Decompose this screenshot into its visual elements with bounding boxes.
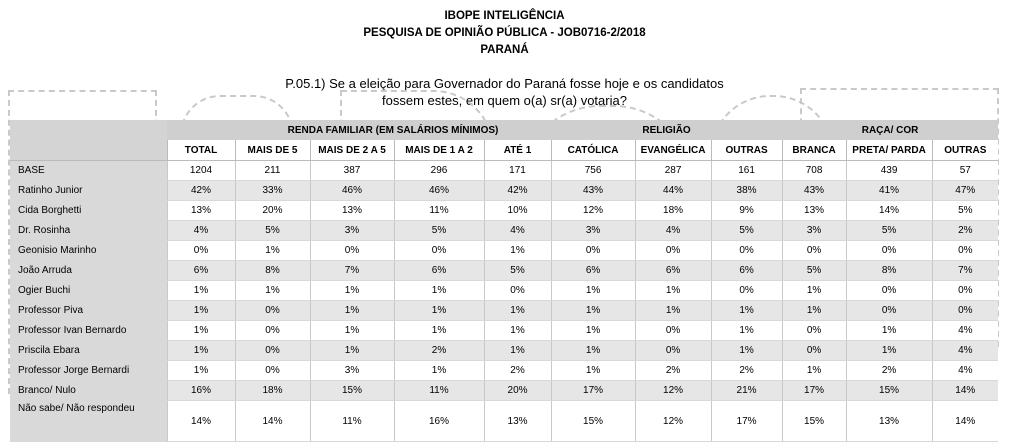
table-cell: 13% [484, 401, 551, 442]
table-cell: 0% [635, 341, 711, 361]
table-cell: 1% [484, 341, 551, 361]
table-cell: 4% [484, 221, 551, 241]
table-cell: 21% [711, 381, 782, 401]
table-cell: 42% [167, 181, 235, 201]
table-cell: 42% [484, 181, 551, 201]
table-cell: 0% [846, 281, 932, 301]
table-cell: 7% [932, 261, 998, 281]
table-cell: 1% [782, 361, 846, 381]
table-cell: 387 [310, 161, 394, 181]
table-cell: 7% [310, 261, 394, 281]
table-cell: 1% [484, 241, 551, 261]
col-header-ate-1: ATÉ 1 [484, 140, 551, 161]
table-cell: 16% [394, 401, 484, 442]
table-cell: 1% [711, 301, 782, 321]
table-cell: 1% [235, 281, 310, 301]
table-cell: 38% [711, 181, 782, 201]
row-label: Branco/ Nulo [10, 381, 167, 401]
table-cell: 6% [167, 261, 235, 281]
table-cell: 0% [782, 321, 846, 341]
table-cell: 3% [310, 361, 394, 381]
table-cell: 13% [846, 401, 932, 442]
col-header-catolica: CATÓLICA [551, 140, 635, 161]
row-label: Ratinho Junior [10, 181, 167, 201]
table-cell: 5% [484, 261, 551, 281]
table-cell: 4% [932, 321, 998, 341]
table-row [10, 361, 998, 381]
table-cell: 1% [310, 281, 394, 301]
col-header-mais-de-5: MAIS DE 5 [235, 140, 310, 161]
group-total-blank [167, 120, 235, 140]
table-cell: 47% [932, 181, 998, 201]
table-cell: 2% [846, 361, 932, 381]
table-row [10, 161, 998, 181]
table-cell: 3% [782, 221, 846, 241]
table-cell: 1% [846, 321, 932, 341]
report-survey-title: PESQUISA DE OPINIÃO PÚBLICA - JOB0716-2/2018 [363, 27, 646, 39]
table-cell: 1% [782, 281, 846, 301]
table-cell: 1% [167, 341, 235, 361]
row-label: BASE [10, 161, 167, 181]
row-label: Professor Jorge Bernardi [10, 361, 167, 381]
table-cell: 12% [635, 381, 711, 401]
table-cell: 4% [635, 221, 711, 241]
col-header-evangelica: EVANGÉLICA [635, 140, 711, 161]
row-label: Professor Piva [10, 301, 167, 321]
table-cell: 0% [782, 241, 846, 261]
table-cell: 756 [551, 161, 635, 181]
table-cell: 1% [310, 321, 394, 341]
table-cell: 11% [394, 381, 484, 401]
table-cell: 4% [167, 221, 235, 241]
table-row [10, 321, 998, 341]
results-table [10, 120, 998, 442]
table-cell: 8% [846, 261, 932, 281]
table-cell: 44% [635, 181, 711, 201]
table-cell: 13% [782, 201, 846, 221]
table-cell: 1% [310, 301, 394, 321]
table-cell: 15% [310, 381, 394, 401]
group-header-row [10, 120, 998, 140]
table-row [10, 301, 998, 321]
table-cell: 1% [167, 321, 235, 341]
table-cell: 15% [782, 401, 846, 442]
table-row [10, 181, 998, 201]
col-header-preta-parda: PRETA/ PARDA [846, 140, 932, 161]
table-row [10, 341, 998, 361]
table-cell: 10% [484, 201, 551, 221]
table-cell: 2% [484, 361, 551, 381]
corner-cell [10, 140, 167, 161]
table-cell: 2% [635, 361, 711, 381]
table-cell: 1% [394, 321, 484, 341]
table-cell: 0% [635, 241, 711, 261]
table-cell: 287 [635, 161, 711, 181]
column-header-row [10, 140, 998, 161]
table-cell: 5% [782, 261, 846, 281]
table-cell: 0% [711, 281, 782, 301]
question-line-1: P.05.1) Se a eleição para Governador do Paraná fosse hoje e os candidatos [285, 76, 724, 91]
table-cell: 0% [235, 321, 310, 341]
table-cell: 15% [551, 401, 635, 442]
table-cell: 1% [167, 301, 235, 321]
row-label: João Arruda [10, 261, 167, 281]
table-cell: 0% [167, 241, 235, 261]
table-cell: 1% [235, 241, 310, 261]
table-cell: 18% [235, 381, 310, 401]
table-cell: 5% [394, 221, 484, 241]
table-cell: 0% [394, 241, 484, 261]
table-cell: 12% [551, 201, 635, 221]
table-cell: 13% [167, 201, 235, 221]
table-cell: 5% [846, 221, 932, 241]
table-cell: 3% [310, 221, 394, 241]
table-cell: 1% [167, 361, 235, 381]
table-row [10, 241, 998, 261]
table-cell: 5% [932, 201, 998, 221]
table-cell: 3% [551, 221, 635, 241]
table-cell: 439 [846, 161, 932, 181]
question-line-2: fossem estes, em quem o(a) sr(a) votaria? [382, 93, 627, 108]
row-label: Geonisio Marinho [10, 241, 167, 261]
table-cell: 2% [394, 341, 484, 361]
table-cell: 1% [394, 361, 484, 381]
table-cell: 1% [635, 281, 711, 301]
table-cell: 2% [932, 221, 998, 241]
table-cell: 17% [711, 401, 782, 442]
table-cell: 0% [551, 241, 635, 261]
table-cell: 1% [551, 341, 635, 361]
table-cell: 1% [551, 321, 635, 341]
group-raca: RAÇA/ COR [782, 120, 998, 140]
table-cell: 0% [310, 241, 394, 261]
table-row [10, 201, 998, 221]
col-header-outras-raca: OUTRAS [932, 140, 998, 161]
table-cell: 14% [167, 401, 235, 442]
row-label: Priscila Ebara [10, 341, 167, 361]
table-cell: 0% [932, 241, 998, 261]
table-cell: 1% [167, 281, 235, 301]
col-header-branca: BRANCA [782, 140, 846, 161]
table-cell: 708 [782, 161, 846, 181]
table-cell: 1% [711, 341, 782, 361]
table-cell: 2% [711, 361, 782, 381]
group-renda: RENDA FAMILIAR (EM SALÁRIOS MÍNIMOS) [235, 120, 551, 140]
table-cell: 1% [310, 341, 394, 361]
table-row [10, 381, 998, 401]
table-cell: 5% [711, 221, 782, 241]
col-header-mais-de-1-a-2: MAIS DE 1 A 2 [394, 140, 484, 161]
table-cell: 57 [932, 161, 998, 181]
table-cell: 46% [310, 181, 394, 201]
table-cell: 43% [782, 181, 846, 201]
table-cell: 43% [551, 181, 635, 201]
row-label: Não sabe/ Não respondeu [10, 401, 167, 442]
table-cell: 6% [711, 261, 782, 281]
table-cell: 1% [711, 321, 782, 341]
table-cell: 1% [846, 341, 932, 361]
table-cell: 0% [484, 281, 551, 301]
table-cell: 0% [235, 341, 310, 361]
table-row [10, 401, 998, 442]
table-cell: 1% [394, 281, 484, 301]
row-label: Ogier Buchi [10, 281, 167, 301]
report-org-title: IBOPE INTELIGÊNCIA [444, 10, 565, 22]
table-cell: 0% [932, 281, 998, 301]
table-cell: 12% [635, 401, 711, 442]
table-cell: 15% [846, 381, 932, 401]
table-cell: 1% [551, 361, 635, 381]
table-cell: 14% [932, 401, 998, 442]
col-header-total: TOTAL [167, 140, 235, 161]
table-cell: 0% [635, 321, 711, 341]
table-cell: 5% [235, 221, 310, 241]
table-row [10, 221, 998, 241]
table-cell: 33% [235, 181, 310, 201]
table-cell: 6% [551, 261, 635, 281]
table-cell: 14% [932, 381, 998, 401]
table-cell: 16% [167, 381, 235, 401]
table-row [10, 281, 998, 301]
row-label: Dr. Rosinha [10, 221, 167, 241]
table-row [10, 261, 998, 281]
table-cell: 41% [846, 181, 932, 201]
table-cell: 17% [782, 381, 846, 401]
table-cell: 0% [932, 301, 998, 321]
table-cell: 4% [932, 361, 998, 381]
table-cell: 1% [484, 301, 551, 321]
table-cell: 11% [310, 401, 394, 442]
table-cell: 0% [711, 241, 782, 261]
table-cell: 296 [394, 161, 484, 181]
table-cell: 1% [484, 321, 551, 341]
table-cell: 0% [846, 241, 932, 261]
table-cell: 17% [551, 381, 635, 401]
table-cell: 8% [235, 261, 310, 281]
table-cell: 0% [846, 301, 932, 321]
table-cell: 1% [551, 281, 635, 301]
row-label: Professor Ivan Bernardo [10, 321, 167, 341]
table-cell: 18% [635, 201, 711, 221]
report-state-title: PARANÁ [480, 44, 529, 56]
table-cell: 1% [635, 301, 711, 321]
table-cell: 0% [235, 301, 310, 321]
col-header-outras-religiao: OUTRAS [711, 140, 782, 161]
table-cell: 6% [635, 261, 711, 281]
table-cell: 4% [932, 341, 998, 361]
table-cell: 1204 [167, 161, 235, 181]
table-cell: 1% [782, 301, 846, 321]
table-cell: 171 [484, 161, 551, 181]
table-cell: 11% [394, 201, 484, 221]
table-cell: 1% [394, 301, 484, 321]
table-cell: 20% [484, 381, 551, 401]
table-cell: 0% [235, 361, 310, 381]
table-cell: 46% [394, 181, 484, 201]
table-cell: 1% [551, 301, 635, 321]
table-cell: 6% [394, 261, 484, 281]
table-cell: 20% [235, 201, 310, 221]
table-cell: 0% [782, 341, 846, 361]
table-cell: 211 [235, 161, 310, 181]
row-label: Cida Borghetti [10, 201, 167, 221]
group-religiao: RELIGIÃO [551, 120, 782, 140]
table-cell: 9% [711, 201, 782, 221]
table-cell: 161 [711, 161, 782, 181]
table-cell: 14% [235, 401, 310, 442]
col-header-mais-de-2-a-5: MAIS DE 2 A 5 [310, 140, 394, 161]
table-cell: 13% [310, 201, 394, 221]
table-cell: 14% [846, 201, 932, 221]
corner-cell [10, 120, 167, 140]
